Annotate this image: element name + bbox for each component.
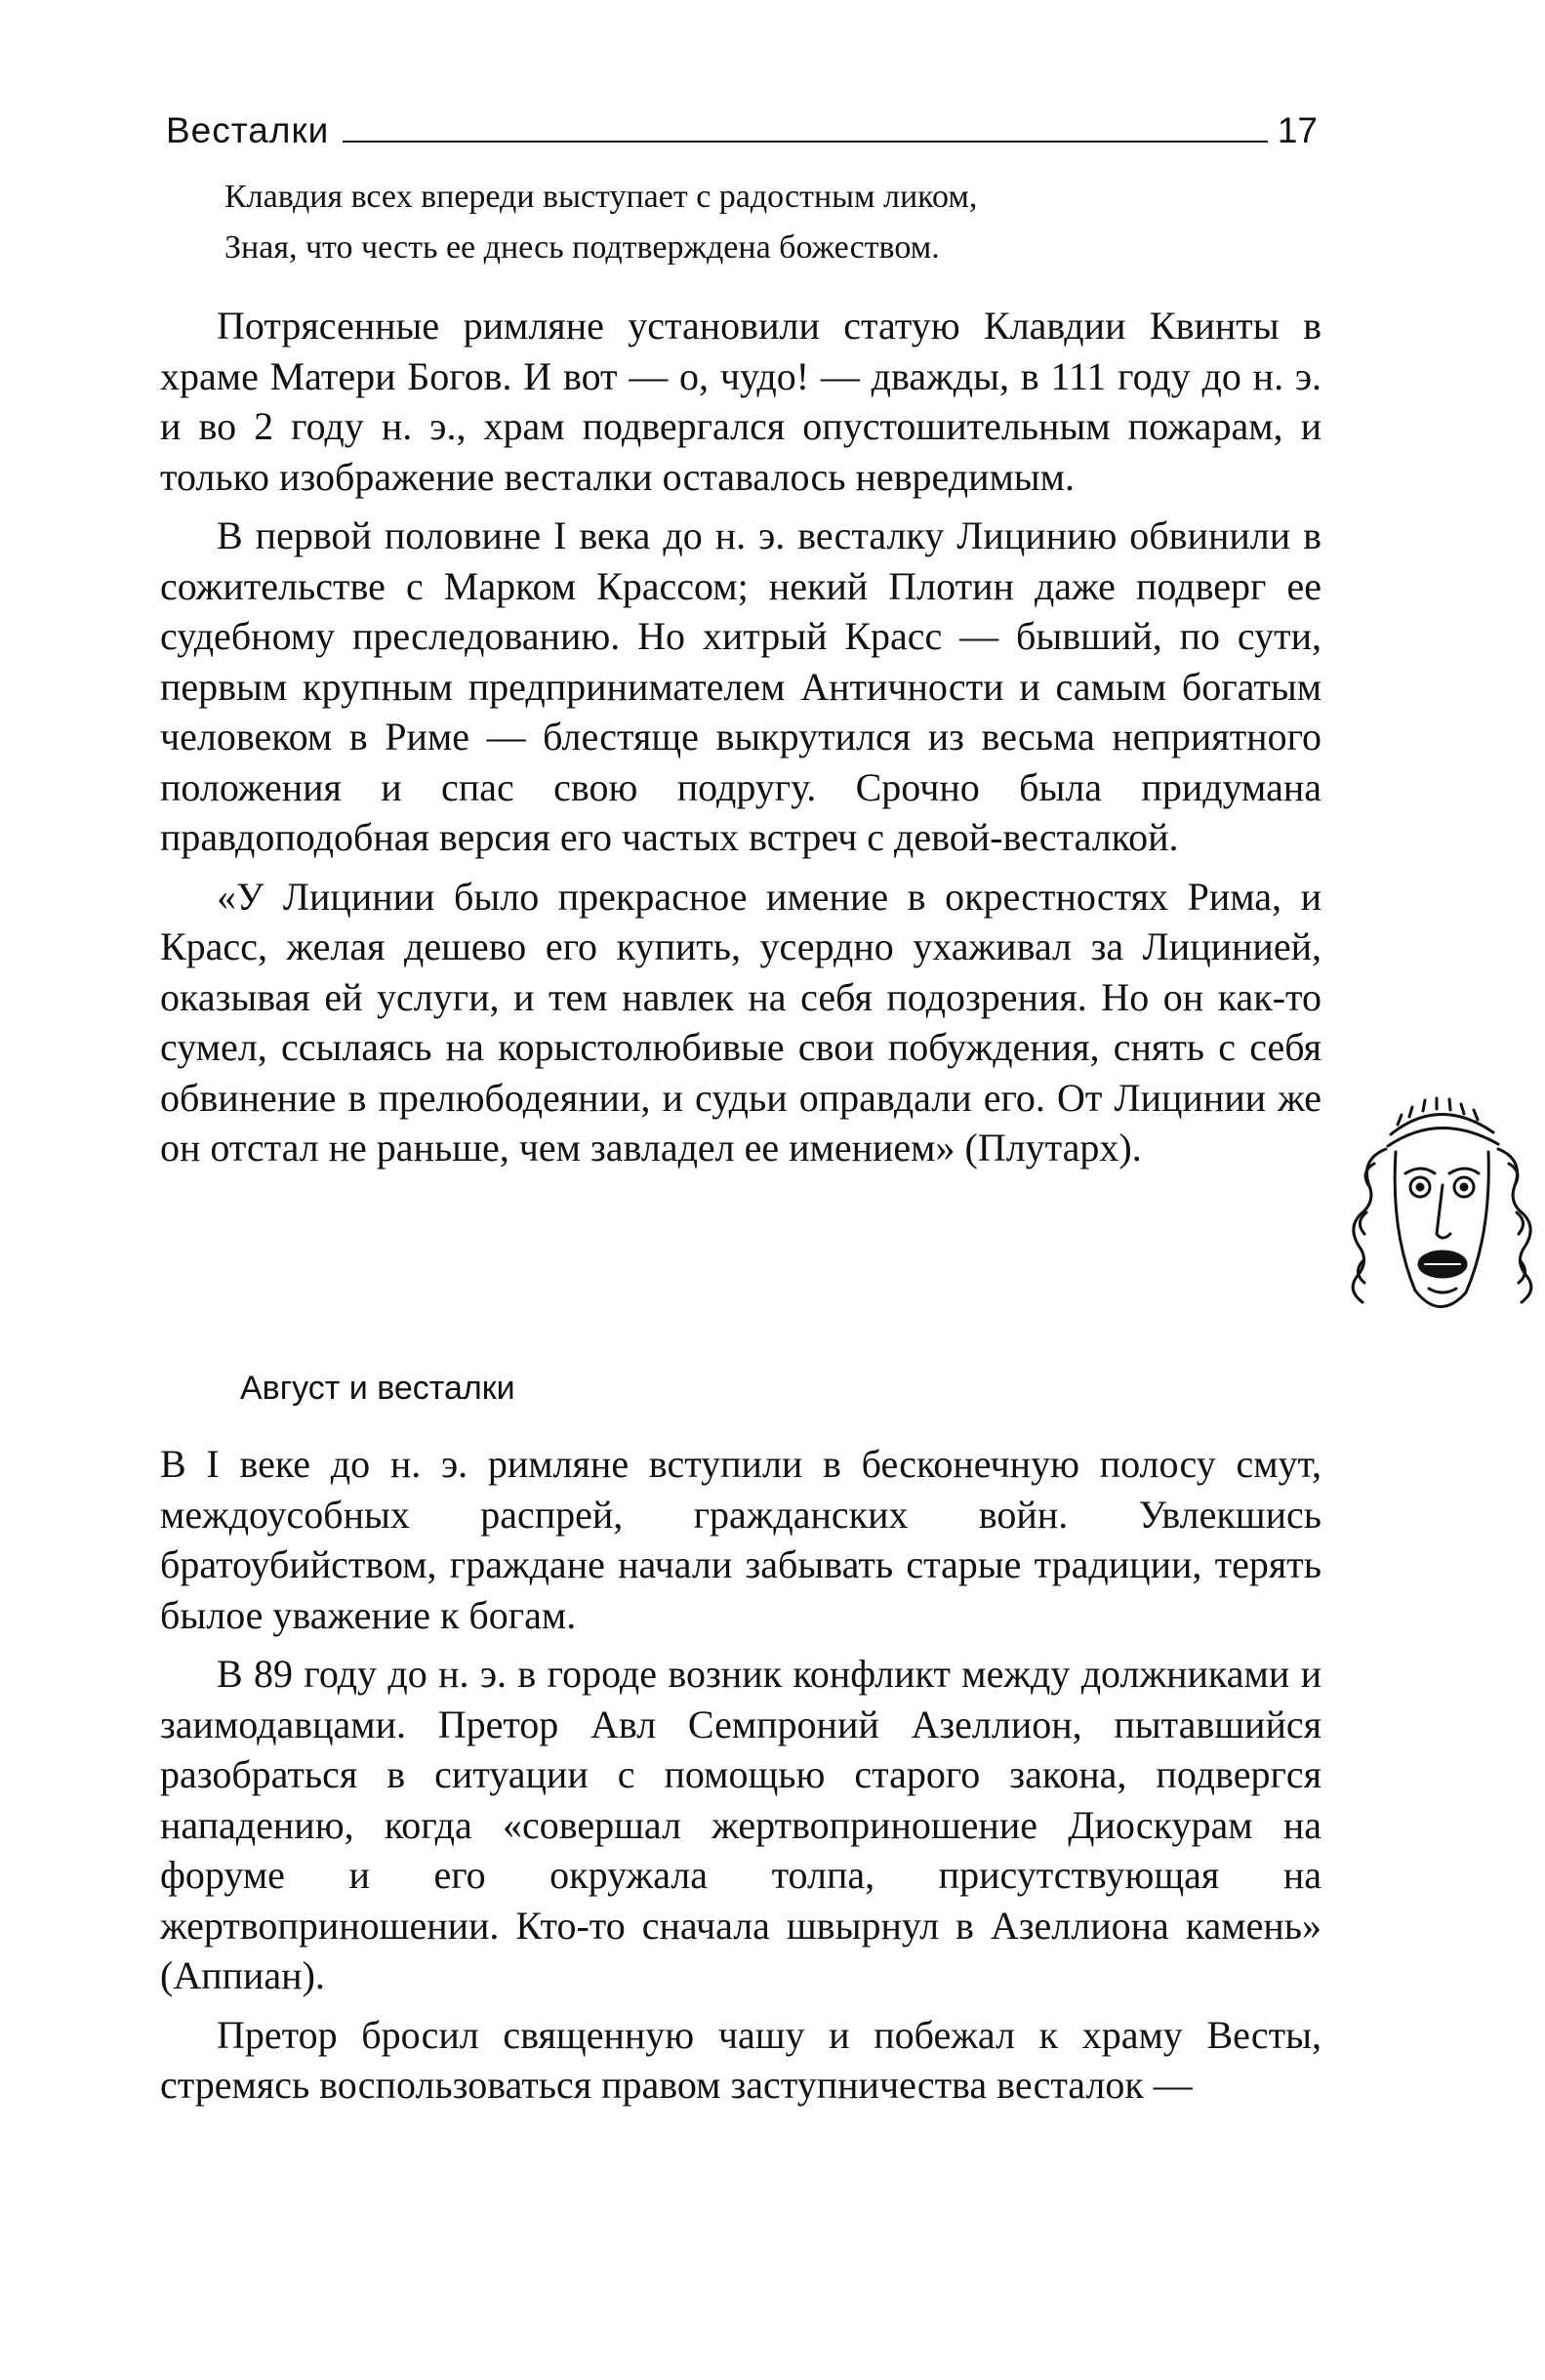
epigraph-line: Клавдия всех впереди выступает с радостным ликом, xyxy=(224,179,978,215)
epigraph-line: Зная, что честь ее днесь подтверждена божеством. xyxy=(224,229,940,266)
paragraph: В первой половине I века до н. э. весталку Лицинию обвинили в сожительстве с Марком Крассом; некий Плотин даже подверг ее судебному преследованию. Но хитрый Красс — бывший, по сути, первым крупным предпринимателем Античности и самым богатым человеком в Риме — блестяще выкрутился из весьма неприятного положения и спас свою подругу. Срочно была придумана правдоподобная версия его частых встреч с девой-весталкой. xyxy=(160,513,1321,859)
section-1-text xyxy=(160,301,1321,1182)
theatre-mask-icon xyxy=(1337,1066,1542,1349)
epigraph xyxy=(224,172,1200,273)
running-header xyxy=(166,90,1318,148)
page-number: 17 xyxy=(1277,110,1318,150)
running-header-title: Весталки xyxy=(166,110,330,150)
paragraph: В 89 году до н. э. в городе возник конфликт между должниками и заимодавцами. Претор Авл Семпроний Азеллион, пытавшийся разобраться в ситуации с помощью старого закона, подвергся нападению, когда «совершал жертвоприношение Диоскурам на форуме и его окружала толпа, присутствующая на жертвоприношении. Кто-то сначала швырнул в Азеллиона камень» (Аппиан). xyxy=(160,1652,1321,1997)
paragraph: Потрясенные римляне установили статую Клавдии Квинты в храме Матери Богов. И вот — о, чудо! — дважды, в 111 году до н. э. и во 2 году н. э., храм подвергался опустошительным пожарам, и только изображение весталки оставалось невредимым. xyxy=(160,304,1321,499)
paragraph: Претор бросил священную чашу и побежал к храму Весты, стремясь воспользоваться правом заступничества весталок — xyxy=(160,2012,1321,2107)
header-rule xyxy=(343,141,1268,143)
paragraph: В I веке до н. э. римляне вступили в бесконечную полосу смут, междоусобных распрей, гражданских войн. Увлекшись братоубийством, граждане начали забывать старые традиции, терять былое уважение к богам. xyxy=(160,1442,1321,1637)
paragraph: «У Лицинии было прекрасное имение в окрестностях Рима, и Красс, желая дешево его купить, усердно ухаживал за Лицинией, оказывая ей услуги, и тем навлек на себя подозрения. Но он как-то сумел, ссылаясь на корыстолюбивые свои побуждения, снять с себя обвинение в прелюбодеянии, и судьи оправдали его. От Лицинии же он отстал не раньше, чем завладел ее имением» (Плутарх). xyxy=(160,874,1321,1169)
section-heading: Август и весталки xyxy=(240,1370,515,1407)
section-2-text xyxy=(160,1439,1321,2119)
